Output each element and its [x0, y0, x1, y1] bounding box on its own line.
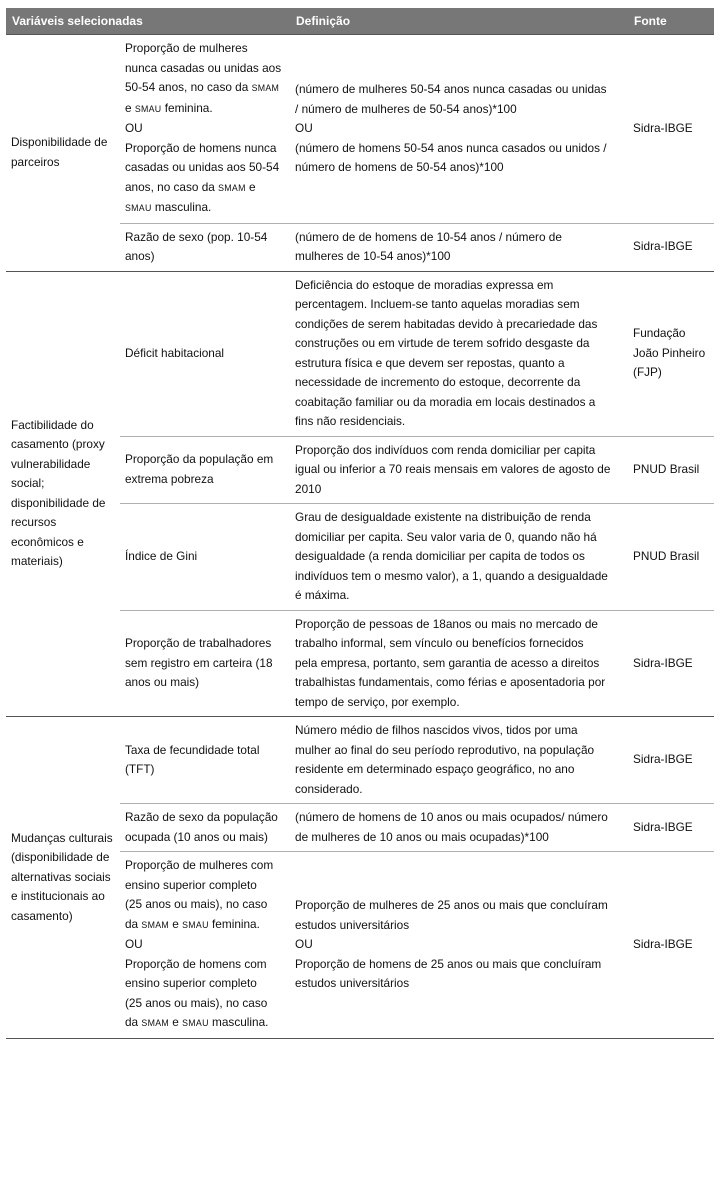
source-cell: [628, 717, 714, 804]
group-label: Mudanças culturais (disponibilidade de alternativas sociais e institucionais ao casamento): [6, 717, 120, 1039]
definition-line: número de homens de 50-54 anos)*100: [295, 160, 504, 174]
definition-line: Deficiência do estoque de moradias expressa em: [295, 277, 554, 292]
acronym: SMAM: [141, 1018, 169, 1028]
definition-line: necessidade de incremento do estoque, decorrente da: [295, 375, 581, 389]
variable-cell: [120, 852, 290, 1039]
source-cell: [628, 610, 714, 717]
definition-line: pela empresa, portanto, sem garantia de acesso a direitos: [295, 655, 600, 670]
variable-cell: [120, 436, 290, 504]
source-cell: [628, 504, 714, 611]
source-line: João Pinheiro: [633, 345, 706, 360]
variable-line: Proporção de trabalhadores: [125, 636, 272, 650]
definition-cell: [290, 610, 628, 717]
variable-line: da SMAM e SMAU feminina.: [125, 916, 260, 931]
table-header-row: [6, 8, 714, 35]
variable-cell: [120, 35, 290, 224]
definition-line: Grau de desigualdade existente na distribuição de renda: [295, 510, 591, 524]
definition-cell: [290, 852, 628, 1039]
acronym: SMAM: [251, 83, 280, 93]
group-label: Disponibilidade de parceiros: [6, 35, 120, 272]
acronym: SMAU: [125, 203, 152, 213]
source-line: PNUD Brasil: [633, 462, 700, 476]
variable-line: Proporção de mulheres: [125, 41, 248, 55]
definition-line: estudos universitários: [295, 976, 410, 990]
variable-line: e SMAU feminina.: [125, 100, 213, 115]
source-line: Sidra-IBGE: [633, 819, 693, 834]
acronym: SMAU: [134, 103, 162, 114]
definition-cell: [290, 717, 628, 804]
variable-cell: [120, 223, 290, 271]
definition-line: (número de homens 50-54 anos nunca casados ou unidos /: [295, 140, 607, 155]
definition-line: de mulheres de 10 anos ou mais ocupadas)*100: [295, 829, 549, 844]
variable-line: Índice de Gini: [125, 549, 198, 563]
variable-line: ensino superior completo: [125, 877, 257, 892]
definition-line: considerado.: [295, 781, 363, 796]
source-line: (FJP): [633, 365, 662, 380]
definition-line: Proporção de mulheres de 25 anos ou mais que concluíram: [295, 898, 608, 912]
variable-line: anos): [125, 249, 155, 263]
definition-line: mulher ao final do seu período reprodutivo, na população: [295, 742, 595, 757]
header-source: Fonte: [628, 8, 714, 35]
acronym: SMAM: [141, 919, 169, 930]
source-cell: [628, 223, 714, 271]
header-variables: Variáveis selecionadas: [6, 8, 290, 35]
definition-line: coabitação familiar ou da moradia em locais destinados a: [295, 394, 596, 409]
variable-line: (25 anos ou mais), no caso: [125, 995, 268, 1010]
source-line: Fundação: [633, 326, 686, 341]
definition-cell: [290, 504, 628, 611]
definition-line: desigualdade (a renda domiciliar per capita de todos os: [295, 549, 585, 563]
definition-line: estrutura física e que devem ser repostas, quanto a: [295, 355, 565, 370]
definition-line: trabalhistas fundamentais, como férias e aposentadoria por: [295, 675, 606, 689]
variable-line: Déficit habitacional: [125, 345, 225, 360]
acronym: SMAU: [182, 1018, 209, 1028]
source-cell: [628, 35, 714, 224]
variable-line: casadas ou unidas aos 50-54: [125, 160, 280, 174]
definition-line: indivíduos tem o mesmo valor), a 1, quando a desigualdade: [295, 568, 608, 583]
definition-line: 2010: [295, 481, 322, 496]
definition-line: percentagem. Incluem-se tanto aquelas moradias sem: [295, 297, 580, 311]
definition-line: (número de homens de 10 anos ou mais ocupados/ número: [295, 810, 608, 824]
source-line: Sidra-IBGE: [633, 655, 693, 670]
definition-cell: [290, 271, 628, 436]
definition-line: OU: [295, 121, 313, 135]
definition-line: fins não residenciais.: [295, 414, 406, 428]
source-line: Sidra-IBGE: [633, 239, 693, 254]
variable-line: anos, no caso da SMAM e: [125, 179, 256, 194]
acronym: SMAM: [218, 182, 246, 193]
definition-line: Proporção de homens de 25 anos ou mais que concluíram: [295, 956, 602, 971]
variable-line: Proporção de homens nunca: [125, 140, 277, 155]
definition-line: Proporção de pessoas de 18anos ou mais no mercado de: [295, 616, 598, 631]
definition-line: Proporção dos indivíduos com renda domiciliar per capita: [295, 442, 596, 457]
definition-cell: [290, 223, 628, 271]
definition-line: trabalho informal, sem vínculo ou benefícios fornecidos: [295, 636, 584, 650]
definition-line: igual ou inferior a 70 reais mensais em valores de agosto de: [295, 462, 611, 476]
table-body: [6, 35, 714, 1039]
definition-line: construções ou em virtude de terem sofrido desgaste da: [295, 336, 590, 350]
variable-line: SMAU masculina.: [125, 200, 212, 214]
variable-line: 50-54 anos, no caso da SMAM: [125, 80, 280, 94]
definition-line: condições de serem habitadas devido à precariedade das: [295, 316, 598, 331]
source-line: Sidra-IBGE: [633, 937, 693, 951]
definition-line: é máxima.: [295, 588, 350, 602]
source-cell: [628, 436, 714, 504]
variable-line: (25 anos ou mais), no caso: [125, 897, 268, 911]
variable-line: extrema pobreza: [125, 471, 214, 486]
definition-cell: [290, 35, 628, 224]
variable-line: Razão de sexo da população: [125, 810, 278, 824]
variable-cell: [120, 717, 290, 804]
variable-line: Taxa de fecundidade total: [125, 742, 260, 757]
definition-line: residente em determinado espaço geográfico, no ano: [295, 762, 575, 776]
variable-line: sem registro em carteira (18: [125, 655, 273, 670]
variable-line: ocupada (10 anos ou mais): [125, 829, 268, 844]
source-line: Sidra-IBGE: [633, 752, 693, 767]
acronym: SMAU: [182, 919, 209, 930]
definition-line: OU: [295, 937, 313, 951]
variable-line: OU: [125, 121, 143, 135]
definition-cell: [290, 804, 628, 852]
source-cell: [628, 852, 714, 1039]
group-label: Factibilidade do casamento (proxy vulnerabilidade social; disponibilidade de recursos econômicos e materiais): [6, 271, 120, 717]
definition-line: domiciliar per capita. Seu valor varia de 0, quando não há: [295, 529, 597, 544]
source-cell: [628, 804, 714, 852]
variable-line: Razão de sexo (pop. 10-54: [125, 229, 268, 244]
variable-line: Proporção de mulheres com: [125, 858, 274, 872]
variables-table: [6, 8, 714, 1039]
variable-cell: [120, 504, 290, 611]
definition-line: / número de mulheres de 50-54 anos)*100: [295, 101, 517, 116]
definition-line: mulheres de 10-54 anos)*100: [295, 249, 451, 263]
definition-line: (número de mulheres 50-54 anos nunca casadas ou unidas: [295, 82, 607, 96]
variable-line: Proporção de homens com: [125, 956, 267, 971]
variable-cell: [120, 804, 290, 852]
variable-cell: [120, 610, 290, 717]
definition-line: (número de de homens de 10-54 anos / número de: [295, 229, 562, 244]
source-line: PNUD Brasil: [633, 549, 700, 563]
variable-line: OU: [125, 937, 143, 951]
table-row: [6, 35, 714, 224]
table-row: [6, 717, 714, 804]
variable-cell: [120, 271, 290, 436]
variable-line: da SMAM e SMAU masculina.: [125, 1015, 269, 1029]
header-definition: Definição: [290, 8, 628, 35]
source-cell: [628, 271, 714, 436]
variable-line: Proporção da população em: [125, 452, 274, 467]
variable-line: anos ou mais): [125, 675, 200, 689]
variable-line: ensino superior completo: [125, 976, 257, 990]
table-row: [6, 271, 714, 436]
definition-line: estudos universitários: [295, 917, 410, 932]
variable-line: nunca casadas ou unidas aos: [125, 60, 282, 75]
definition-line: Número médio de filhos nascidos vivos, tidos por uma: [295, 723, 578, 737]
variable-line: (TFT): [125, 762, 155, 776]
source-line: Sidra-IBGE: [633, 121, 693, 135]
definition-line: tempo de serviço, por exemplo.: [295, 694, 460, 709]
definition-cell: [290, 436, 628, 504]
